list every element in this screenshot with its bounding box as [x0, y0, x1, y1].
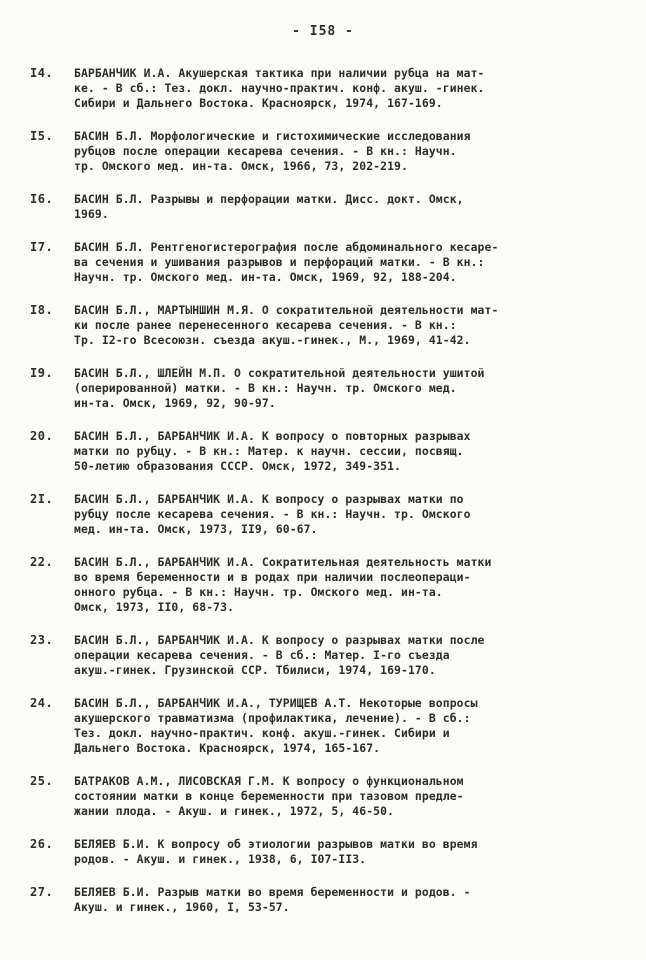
- entry-text: [74, 429, 620, 474]
- bibliography-entry: [30, 492, 620, 537]
- entry-line: ва сечения и ушивания разрывов и перфораций матки. - В кн.:: [74, 255, 485, 269]
- bibliography-entry: [30, 696, 620, 756]
- bibliography-entry: [30, 366, 620, 411]
- entry-text: [74, 885, 620, 915]
- entry-line: БАСИН Б.Л. Рентгеногистерография после абдоминального кесаре-: [74, 240, 499, 254]
- entry-text: [74, 555, 620, 615]
- entry-text: [74, 240, 620, 285]
- entry-line: Омск, 1973, II0, 68-73.: [74, 600, 235, 614]
- entry-line: Дальнего Востока. Красноярск, 1974, 165-167.: [74, 741, 381, 755]
- entry-number: I4.: [30, 66, 54, 80]
- entry-line: во время беременности и в родах при наличии послеопераци-: [74, 570, 471, 584]
- bibliography-entry: [30, 837, 620, 867]
- bibliography-entry: [30, 429, 620, 474]
- entry-line: Акуш. и гинек., 1960, I, 53-57.: [74, 900, 290, 914]
- entry-line: БАСИН Б.Л., БАРБАНЧИК И.А., ТУРИЩЕВ А.Т. Некоторые вопросы: [74, 696, 478, 710]
- entry-number: I5.: [30, 129, 54, 143]
- entry-line: БАСИН Б.Л., БАРБАНЧИК И.А. К вопросу о повторных разрывах: [74, 429, 471, 443]
- entry-text: [74, 129, 620, 174]
- page-number: - I58 -: [292, 24, 354, 39]
- entry-text: [74, 837, 620, 867]
- bibliography-entry: [30, 303, 620, 348]
- entry-line: БАСИН Б.Л., ШЛЕЙН М.П. О сократительной деятельности ушитой: [74, 366, 485, 380]
- entry-number: I6.: [30, 192, 54, 206]
- entry-line: родов. - Акуш. и гинек., 1938, 6, I07-II3.: [74, 852, 367, 866]
- entry-line: матки по рубцу. - В кн.: Матер. к научн. сессии, посвящ.: [74, 444, 464, 458]
- entry-text: [74, 492, 620, 537]
- bibliography-entry: [30, 66, 620, 111]
- entry-line: рубцов после операции кесарева сечения. - В кн.: Научн.: [74, 144, 457, 158]
- entry-line: операции кесарева сечения. - В сб.: Матер. I-го съезда: [74, 648, 450, 662]
- bibliography-entry: [30, 774, 620, 819]
- entry-line: БЕЛЯЕВ Б.И. К вопросу об этиологии разрывов матки во время: [74, 837, 478, 851]
- entry-line: тр. Омского мед. ин-та. Омск, 1966, 73, 202-219.: [74, 159, 408, 173]
- entry-line: акушерского травматизма (профилактика, лечение). - В сб.:: [74, 711, 471, 725]
- bibliography-entry: [30, 192, 620, 222]
- entry-number: 26.: [30, 837, 54, 851]
- entry-line: рубцу после кесарева сечения. - В кн.: Научн. тр. Омского: [74, 507, 471, 521]
- entry-text: [74, 774, 620, 819]
- entry-line: мед. ин-та. Омск, 1973, II9, 60-67.: [74, 522, 318, 536]
- entry-line: Сибири и Дальнего Востока. Красноярск, 1974, 167-169.: [74, 96, 443, 110]
- entry-line: БАСИН Б.Л., БАРБАНЧИК И.А. К вопросу о разрывах матки по: [74, 492, 464, 506]
- entry-text: [74, 633, 620, 678]
- entry-text: [74, 66, 620, 111]
- entry-line: БАСИН Б.Л., БАРБАНЧИК И.А. Сократительная деятельность матки: [74, 555, 492, 569]
- entry-text: [74, 366, 620, 411]
- entry-line: ки после ранее перенесенного кесарева сечения. - В кн.:: [74, 318, 457, 332]
- entry-line: состоянии матки в конце беременности при тазовом предле-: [74, 789, 464, 803]
- entry-line: БАСИН Б.Л. Морфологические и гистохимические исследования: [74, 129, 471, 143]
- entry-line: БАСИН Б.Л., БАРБАНЧИК И.А. К вопросу о разрывах матки после: [74, 633, 485, 647]
- entry-line: 50-летию образования СССР. Омск, 1972, 349-351.: [74, 459, 402, 473]
- entry-line: Тр. I2-го Всесоюзн. съезда акуш.-гинек., М., 1969, 41-42.: [74, 333, 471, 347]
- entry-number: 27.: [30, 885, 54, 899]
- entry-text: [74, 192, 620, 222]
- bibliography-entry: [30, 633, 620, 678]
- entry-line: жании плода. - Акуш. и гинек., 1972, 5, 46-50.: [74, 804, 395, 818]
- entry-line: акуш.-гинек. Грузинской ССР. Тбилиси, 1974, 169-170.: [74, 663, 436, 677]
- entry-line: ке. - В сб.: Тез. докл. научно-практич. конф. акуш. -гинек.: [74, 81, 485, 95]
- bibliography-entry: [30, 129, 620, 174]
- entry-text: [74, 696, 620, 756]
- entry-number: I7.: [30, 240, 54, 254]
- entry-line: онного рубца. - В кн.: Научн. тр. Омского мед. ин-та.: [74, 585, 443, 599]
- bibliography-entry: [30, 240, 620, 285]
- entry-line: 1969.: [74, 207, 109, 221]
- entry-number: I8.: [30, 303, 54, 317]
- entry-number: 24.: [30, 696, 54, 710]
- entry-number: I9.: [30, 366, 54, 380]
- entry-line: (оперированной) матки. - В кн.: Научн. тр. Омского мед.: [74, 381, 457, 395]
- entry-number: 22.: [30, 555, 54, 569]
- entry-line: Тез. докл. научно-практич. конф. акуш.-гинек. Сибири и: [74, 726, 450, 740]
- entry-line: БАСИН Б.Л., МАРТЫНШИН М.Я. О сократительной деятельности мат-: [74, 303, 499, 317]
- bibliography-entry: [30, 885, 620, 915]
- entry-line: Научн. тр. Омского мед. ин-та. Омск, 1969, 92, 188-204.: [74, 270, 457, 284]
- entry-text: [74, 303, 620, 348]
- entry-number: 25.: [30, 774, 54, 788]
- entry-line: ин-та. Омск, 1969, 92, 90-97.: [74, 396, 276, 410]
- entry-line: БАТРАКОВ А.М., ЛИСОВСКАЯ Г.М. К вопросу о функциональном: [74, 774, 464, 788]
- entry-number: 20.: [30, 429, 54, 443]
- entry-number: 23.: [30, 633, 54, 647]
- bibliography-list: [30, 66, 620, 933]
- entry-line: БЕЛЯЕВ Б.И. Разрыв матки во время беременности и родов. -: [74, 885, 471, 899]
- entry-line: БАРБАНЧИК И.А. Акушерская тактика при наличии рубца на мат-: [74, 66, 485, 80]
- entry-line: БАСИН Б.Л. Разрывы и перфорации матки. Дисс. докт. Омск,: [74, 192, 464, 206]
- entry-number: 2I.: [30, 492, 54, 506]
- bibliography-entry: [30, 555, 620, 615]
